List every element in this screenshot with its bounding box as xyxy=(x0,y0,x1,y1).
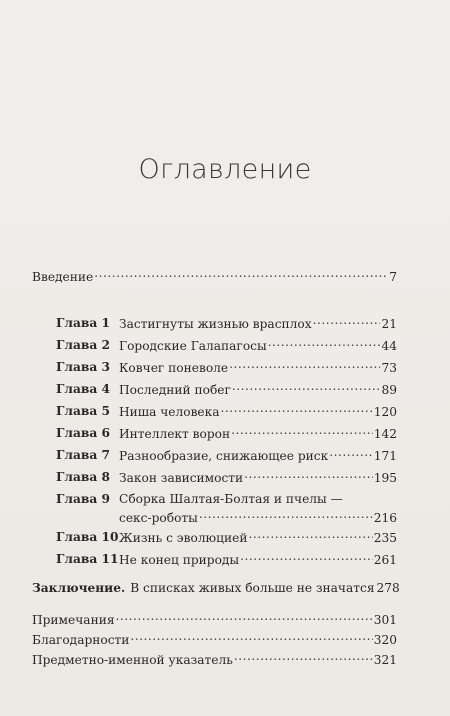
chapter-title: Жизнь с эволюцией xyxy=(119,531,248,546)
leader-dots xyxy=(221,404,373,416)
toc-entry-intro xyxy=(32,269,397,285)
chapter-number: Глава 11 xyxy=(56,552,119,566)
conclusion-label: Заключение. xyxy=(32,581,126,596)
chapter-number: Глава 4 xyxy=(56,382,110,396)
chapter-title: Городские Галапагосы xyxy=(119,339,267,354)
toc-entry-acknowledgments xyxy=(32,632,397,648)
toc-entry-chapter xyxy=(119,316,397,332)
chapter-number: Глава 8 xyxy=(56,470,110,484)
chapter-number: Глава 2 xyxy=(56,338,110,352)
toc-entry-chapter xyxy=(119,448,397,464)
chapter-number: Глава 10 xyxy=(56,530,119,544)
chapter-number: Глава 6 xyxy=(56,426,110,440)
toc-page-number: 89 xyxy=(381,383,397,398)
chapter-title: Последний побег xyxy=(119,383,231,398)
toc-entry-chapter xyxy=(119,470,397,486)
leader-dots xyxy=(244,470,373,482)
toc-page-number: 320 xyxy=(373,633,397,648)
toc-page-number: 120 xyxy=(373,405,397,420)
leader-dots xyxy=(116,612,373,624)
chapter-title: Ниша человека xyxy=(119,405,220,420)
chapter-number: Глава 9 xyxy=(56,492,110,506)
toc-entry-label: Введение xyxy=(32,270,94,285)
leader-dots xyxy=(231,426,373,438)
toc-entry-notes xyxy=(32,612,397,628)
toc-entry-chapter xyxy=(119,338,397,354)
toc-entry-chapter xyxy=(119,404,397,420)
toc-entry-chapter xyxy=(119,530,397,546)
leader-dots xyxy=(130,632,372,644)
chapter-title: Сборка Шалтая-Болтая и пчелы — xyxy=(119,492,343,506)
leader-dots xyxy=(94,269,388,281)
toc-page-number: 142 xyxy=(373,427,397,442)
toc-entry-chapter xyxy=(119,382,397,398)
leader-dots xyxy=(313,316,381,328)
toc-entry-index xyxy=(32,652,397,668)
toc-page-number: 44 xyxy=(381,339,397,354)
leader-dots xyxy=(268,338,381,350)
toc-entry-label: Предметно-именной указатель xyxy=(32,653,233,668)
toc-page-number: 321 xyxy=(373,653,397,668)
chapter-number: Глава 1 xyxy=(56,316,110,330)
toc-page-number: 235 xyxy=(373,531,397,546)
chapter-title: Интеллект ворон xyxy=(119,427,231,442)
toc-page-number: 7 xyxy=(389,270,397,285)
chapter-title: Ковчег поневоле xyxy=(119,361,229,376)
toc-entry-conclusion xyxy=(32,580,400,596)
chapter-title-continuation: секс-роботы xyxy=(119,511,198,526)
toc-entry-chapter xyxy=(119,360,397,376)
chapter-title: Застигнуты жизнью врасплох xyxy=(119,317,312,332)
toc-page-number: 216 xyxy=(373,511,397,526)
toc-entry-chapter xyxy=(119,510,397,526)
chapter-number: Глава 5 xyxy=(56,404,110,418)
leader-dots xyxy=(229,360,380,372)
toc-page-number: 301 xyxy=(373,613,397,628)
toc-entry-label: Примечания xyxy=(32,613,115,628)
conclusion-title: В списках живых больше не значатся xyxy=(130,581,375,596)
toc-entry-chapter xyxy=(119,426,397,442)
leader-dots xyxy=(199,510,373,522)
toc-entry-label: Благодарности xyxy=(32,633,130,648)
leader-dots xyxy=(240,552,373,564)
chapter-title: Закон зависимости xyxy=(119,471,244,486)
toc-page-number: 278 xyxy=(376,581,400,596)
chapter-title: Не конец природы xyxy=(119,553,240,568)
page-title: Оглавление xyxy=(138,154,312,185)
toc-page-number: 171 xyxy=(373,449,397,464)
leader-dots xyxy=(232,382,381,394)
chapter-number: Глава 7 xyxy=(56,448,110,462)
leader-dots xyxy=(329,448,373,460)
chapter-title: Разнообразие, снижающее риск xyxy=(119,449,329,464)
toc-entry-chapter xyxy=(119,552,397,568)
toc-page-number: 195 xyxy=(373,471,397,486)
leader-dots xyxy=(234,652,373,664)
toc-page-number: 73 xyxy=(381,361,397,376)
toc-page-number: 261 xyxy=(373,553,397,568)
chapter-number: Глава 3 xyxy=(56,360,110,374)
toc-page-number: 21 xyxy=(381,317,397,332)
leader-dots xyxy=(248,530,372,542)
